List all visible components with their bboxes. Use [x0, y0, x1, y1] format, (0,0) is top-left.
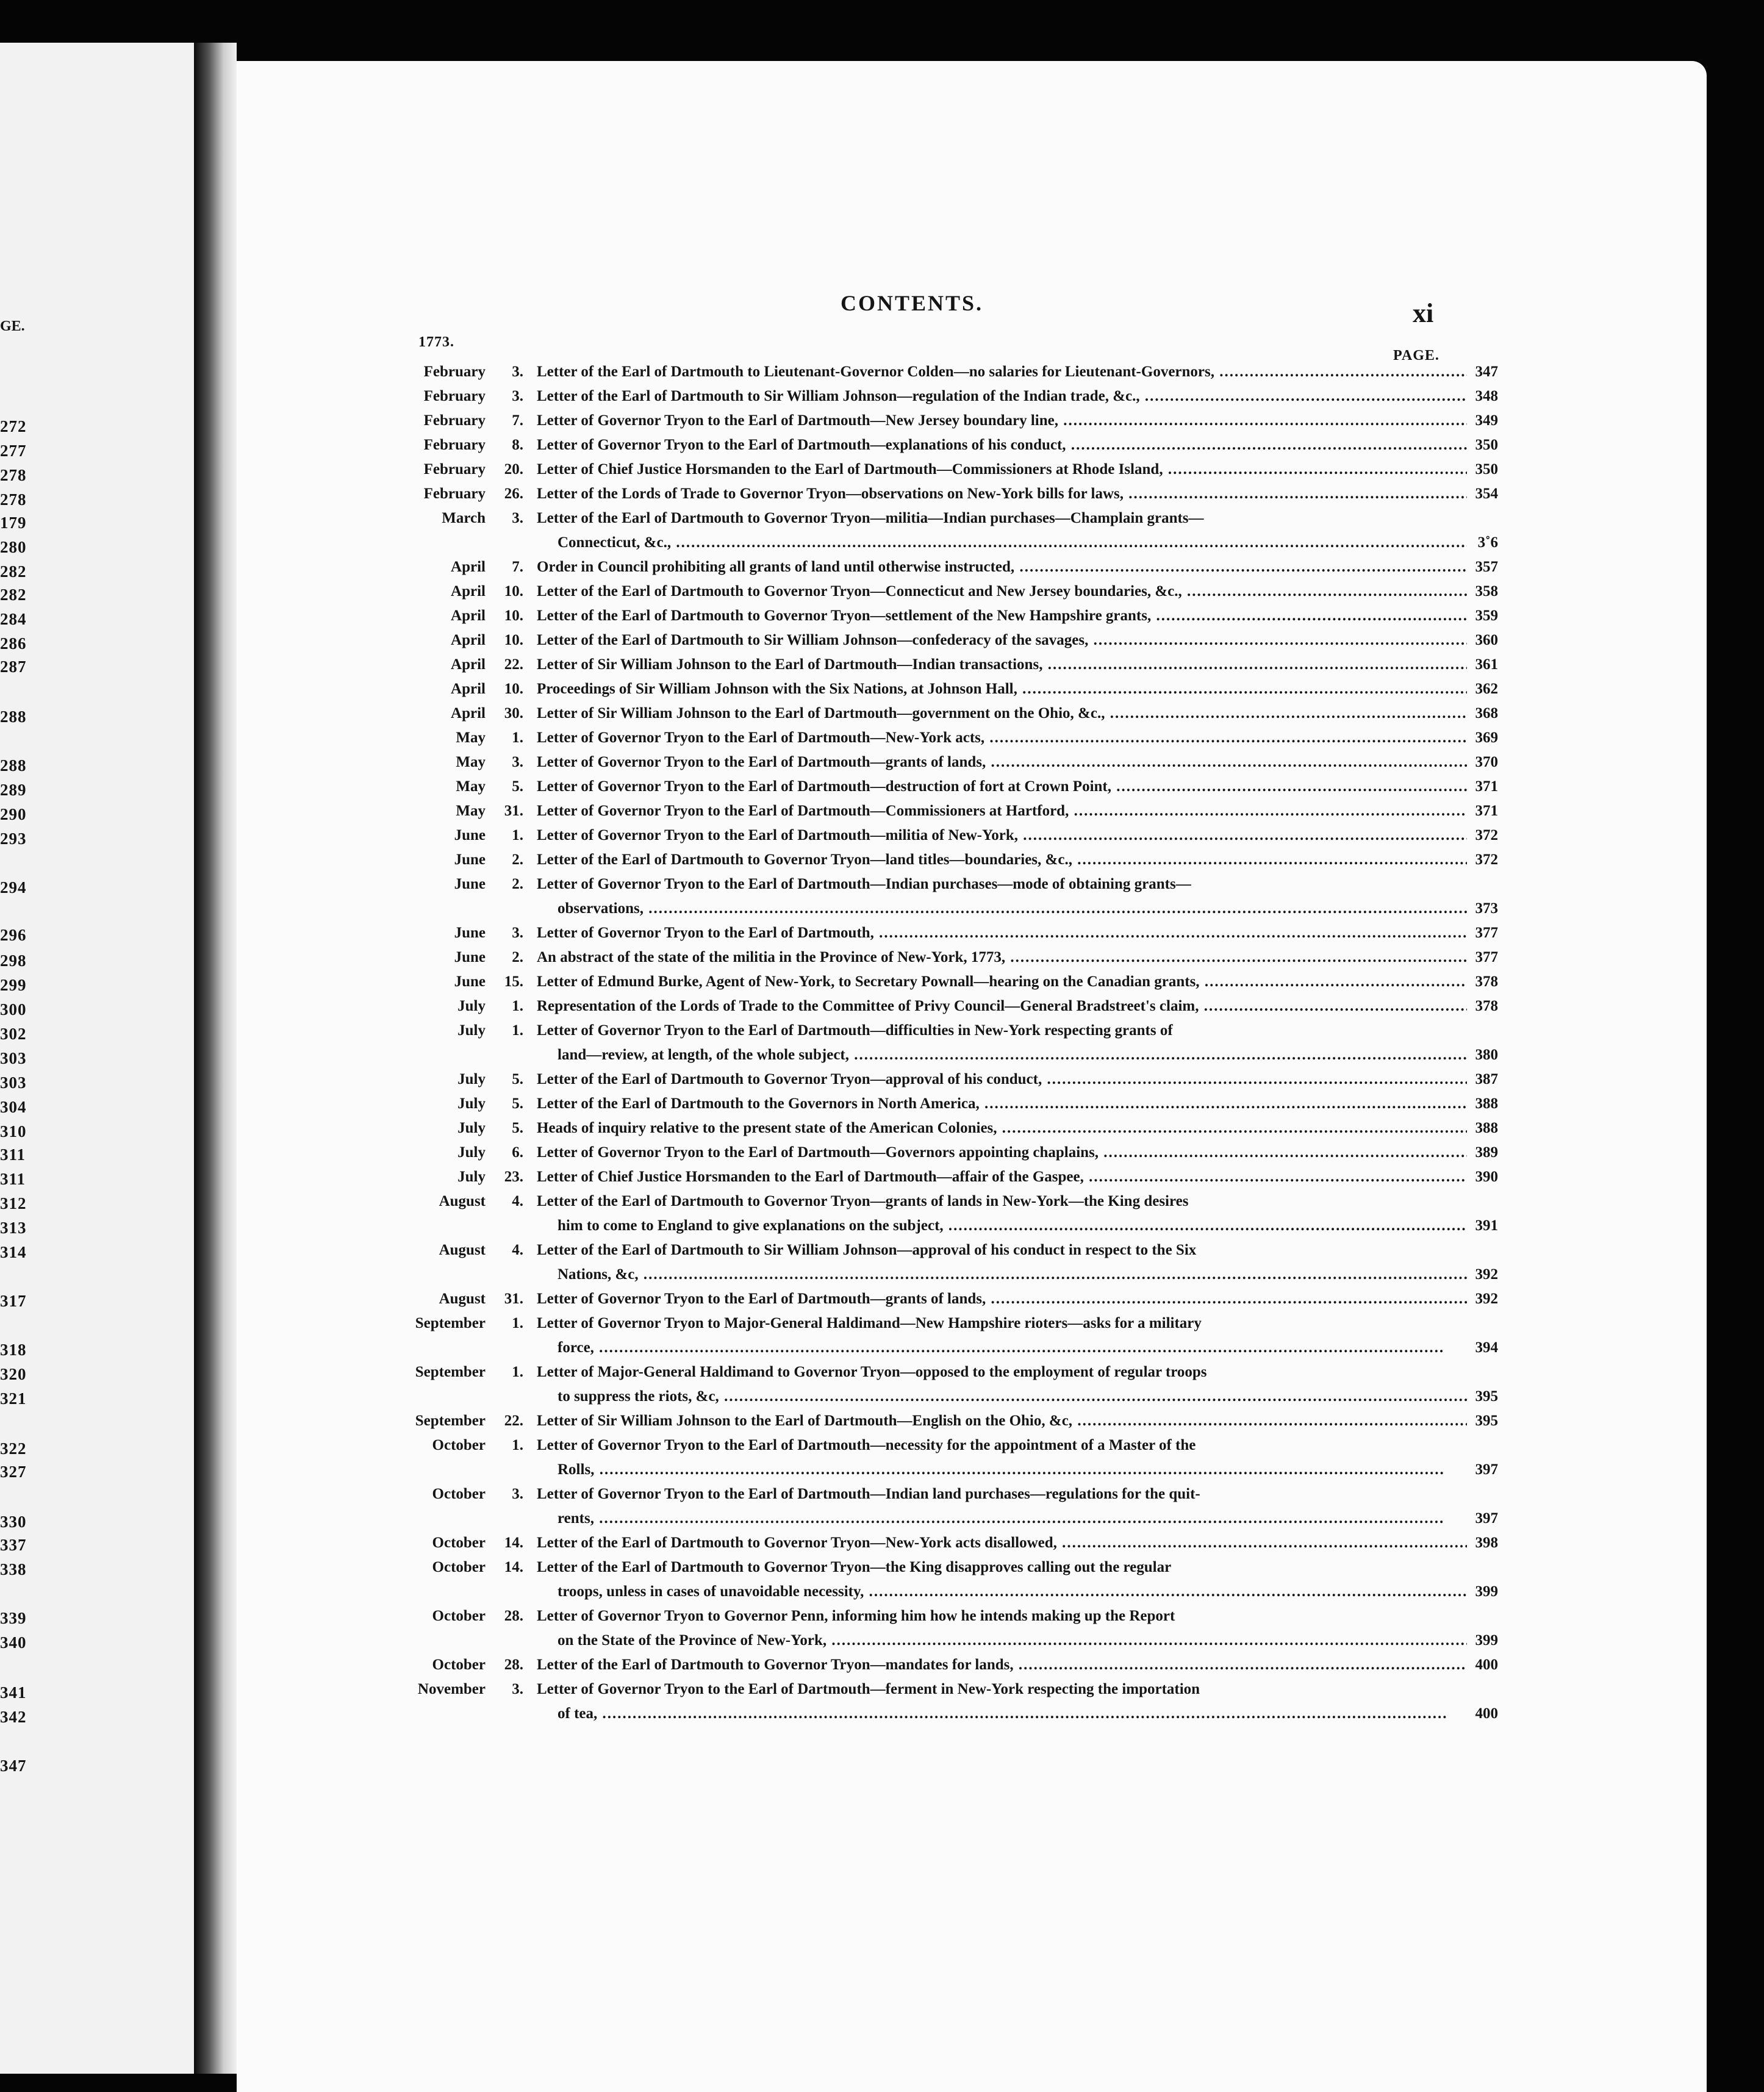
entry-month: February: [423, 485, 486, 502]
left-page-number: 342: [0, 1708, 27, 1726]
entry-day: 5.: [512, 1071, 523, 1087]
contents-entry: [383, 750, 1499, 775]
entry-day: 22.: [504, 1413, 523, 1429]
entry-month: October: [432, 1608, 486, 1624]
entry-page-number: 371: [1475, 778, 1498, 795]
entry-month: September: [415, 1364, 486, 1380]
entry-day: 23.: [504, 1169, 523, 1185]
left-page-number: 278: [0, 466, 27, 484]
entry-month: July: [457, 1169, 486, 1185]
entry-month: October: [432, 1535, 486, 1551]
entry-page-number: 398: [1475, 1535, 1498, 1551]
entry-description: Letter of Governor Tryon to the Earl of Dartmouth—New Jersey boundary line, .....: [537, 409, 1467, 433]
entry-page-number: 390: [1475, 1169, 1498, 1185]
entry-day: 2.: [512, 851, 523, 868]
entry-page-number: 371: [1475, 803, 1498, 819]
entry-day: 1.: [512, 1364, 523, 1380]
entry-day: 28.: [504, 1608, 523, 1624]
entry-month: October: [432, 1437, 486, 1453]
entry-page-number: 391: [1475, 1217, 1498, 1234]
entry-description: Letter of Governor Tryon to the Earl of Dartmouth—difficulties in New-York respecting grants of: [537, 1022, 1173, 1039]
entry-description: Letter of Sir William Johnson to the Earl of Dartmouth—government on the Ohio, &c., .....: [537, 701, 1467, 726]
left-page-number: 296: [0, 926, 27, 944]
entry-day: 3.: [512, 1486, 523, 1502]
contents-entry: [383, 384, 1499, 409]
entry-description: Letter of the Earl of Dartmouth to Governor Tryon—grants of lands in New-York—the King desires: [537, 1193, 1189, 1209]
contents-entry: [383, 1141, 1499, 1165]
entry-description: Letter of the Earl of Dartmouth to Sir William Johnson—approval of his conduct in respect to the Six: [537, 1242, 1197, 1258]
entry-month: May: [456, 803, 486, 819]
entry-page-number: 399: [1475, 1632, 1498, 1649]
left-page-number: 341: [0, 1683, 27, 1702]
left-page-number: 298: [0, 951, 27, 970]
left-page-number: 311: [0, 1145, 26, 1164]
left-page-number: 303: [0, 1049, 27, 1067]
entry-day: 26.: [504, 485, 523, 502]
contents-entry: [383, 677, 1499, 701]
entry-description-continued: Rolls, .....: [558, 1458, 1467, 1482]
entry-page-number: 395: [1475, 1413, 1498, 1429]
entry-page-number: 362: [1475, 681, 1498, 697]
entry-day: 31.: [504, 803, 523, 819]
entry-day: 7.: [512, 559, 523, 575]
page-column-header: PAGE.: [1393, 348, 1440, 364]
contents-entry: [383, 1653, 1499, 1677]
contents-entry: [383, 409, 1499, 433]
entry-description: Letter of the Earl of Dartmouth to Governor Tryon—approval of his conduct, .....: [537, 1067, 1467, 1092]
contents-entry: [383, 1189, 1499, 1238]
entry-description-continued: on the State of the Province of New-York, .....: [558, 1628, 1467, 1653]
entry-day: 1.: [512, 1437, 523, 1453]
entry-day: 20.: [504, 461, 523, 478]
entry-description: Letter of the Earl of Dartmouth to Governor Tryon—land titles—boundaries, &c., .....: [537, 848, 1467, 872]
entry-description: Letter of Governor Tryon to Governor Penn, informing him how he intends making up the Report: [537, 1608, 1175, 1624]
entry-description: Letter of Governor Tryon to the Earl of Dartmouth—militia of New-York, .....: [537, 823, 1467, 848]
entry-page-number: 388: [1475, 1095, 1498, 1112]
entry-month: August: [439, 1242, 486, 1258]
entry-day: 10.: [504, 681, 523, 697]
entry-page-number: 377: [1475, 949, 1498, 965]
left-page-number: 347: [0, 1757, 27, 1775]
entry-page-number: 389: [1475, 1144, 1498, 1161]
entry-description: Letter of the Earl of Dartmouth to Governor Tryon—settlement of the New Hampshire grants, .....: [537, 604, 1467, 628]
entry-month: June: [454, 949, 486, 965]
entry-month: September: [415, 1413, 486, 1429]
entry-day: 2.: [512, 949, 523, 965]
contents-entry: [383, 1531, 1499, 1555]
contents-entry: [383, 1360, 1499, 1409]
entry-description: Letter of Governor Tryon to the Earl of Dartmouth—Governors appointing chaplains, .....: [537, 1141, 1467, 1165]
entry-day: 28.: [504, 1657, 523, 1673]
left-page-number: 313: [0, 1219, 27, 1237]
entry-description-continued: observations, .....: [558, 897, 1467, 921]
entry-month: July: [457, 1120, 486, 1136]
entry-page-number: 3˚6: [1477, 534, 1498, 551]
entry-month: November: [417, 1681, 486, 1697]
left-page-number: 340: [0, 1633, 27, 1652]
left-page-number: 272: [0, 417, 27, 435]
left-page-number: 288: [0, 756, 27, 775]
entry-description-continued: force, .....: [558, 1336, 1467, 1360]
entry-day: 1.: [512, 998, 523, 1014]
contents-entry: [383, 848, 1499, 872]
left-page-number: 288: [0, 707, 27, 726]
entry-page-number: 373: [1475, 900, 1498, 917]
entry-month: June: [454, 925, 486, 941]
entry-day: 5.: [512, 1095, 523, 1112]
entry-description: Letter of Governor Tryon to the Earl of Dartmouth—explanations of his conduct, .....: [537, 433, 1467, 457]
left-page-number: 312: [0, 1194, 27, 1213]
entry-description: Letter of Governor Tryon to the Earl of Dartmouth—New-York acts, .....: [537, 726, 1467, 750]
entry-description: Letter of Governor Tryon to the Earl of Dartmouth—Indian purchases—mode of obtaining grants—: [537, 876, 1191, 892]
entry-description: Letter of the Earl of Dartmouth to the Governors in North America, .....: [537, 1092, 1467, 1116]
entry-month: February: [423, 388, 486, 404]
left-page-number: 304: [0, 1098, 27, 1116]
entry-page-number: 349: [1475, 412, 1498, 429]
contents-entry: [383, 506, 1499, 555]
entry-day: 10.: [504, 607, 523, 624]
entry-page-number: 359: [1475, 607, 1498, 624]
entry-description: Letter of Governor Tryon to the Earl of Dartmouth—necessity for the appointment of a Master of the: [537, 1437, 1196, 1453]
entry-page-number: 369: [1475, 729, 1498, 746]
left-page-number: 289: [0, 781, 27, 799]
entry-day: 30.: [504, 705, 523, 722]
entry-description-continued: troops, unless in cases of unavoidable necessity, .....: [558, 1580, 1467, 1604]
book-gutter: [194, 43, 237, 2074]
entry-page-number: 370: [1475, 754, 1498, 770]
entry-page-number: 354: [1475, 485, 1498, 502]
entry-month: April: [451, 705, 486, 722]
entry-month: May: [456, 754, 486, 770]
contents-entry: [383, 970, 1499, 994]
left-page-header: GE.: [0, 318, 25, 334]
entry-page-number: 388: [1475, 1120, 1498, 1136]
entry-page-number: 380: [1475, 1047, 1498, 1063]
entry-day: 6.: [512, 1144, 523, 1161]
entry-day: 2.: [512, 876, 523, 892]
entry-page-number: 368: [1475, 705, 1498, 722]
contents-entry: [383, 1116, 1499, 1141]
left-facing-page: [0, 43, 194, 2074]
entry-page-number: 392: [1475, 1291, 1498, 1307]
entry-page-number: 361: [1475, 656, 1498, 673]
contents-entry: [383, 579, 1499, 604]
left-page-number: 284: [0, 610, 27, 628]
entry-description-continued: to suppress the riots, &c, .....: [558, 1385, 1467, 1409]
entry-description-continued: rents, .....: [558, 1506, 1467, 1531]
entry-description: Letter of Chief Justice Horsmanden to the Earl of Dartmouth—affair of the Gaspee, .....: [537, 1165, 1467, 1189]
contents-entry: [383, 1067, 1499, 1092]
contents-entry: [383, 1409, 1499, 1433]
entry-description: Letter of Governor Tryon to the Earl of Dartmouth—ferment in New-York respecting the importation: [537, 1681, 1200, 1697]
entry-description: Letter of Major-General Haldimand to Governor Tryon—opposed to the employment of regular troops: [537, 1364, 1207, 1380]
left-page-number: 299: [0, 976, 27, 994]
contents-entry: [383, 1238, 1499, 1287]
entry-day: 3.: [512, 388, 523, 404]
contents-entry: [383, 1092, 1499, 1116]
left-page-number: 280: [0, 538, 27, 556]
entry-month: April: [451, 559, 486, 575]
entry-description: Letter of the Earl of Dartmouth to Lieutenant-Governor Colden—no salaries for Lieutenant-Governors, .....: [537, 360, 1467, 384]
entry-page-number: 387: [1475, 1071, 1498, 1087]
contents-entry: [383, 872, 1499, 921]
entry-description: Letter of Sir William Johnson to the Earl of Dartmouth—English on the Ohio, &c, .....: [537, 1409, 1467, 1433]
entry-page-number: 400: [1475, 1657, 1498, 1673]
contents-entry: [383, 653, 1499, 677]
entry-description-continued: him to come to England to give explanations on the subject, .....: [558, 1214, 1467, 1238]
entry-day: 31.: [504, 1291, 523, 1307]
entry-month: April: [451, 632, 486, 648]
contents-entry: [383, 604, 1499, 628]
entry-description: Letter of Governor Tryon to the Earl of Dartmouth—grants of lands, .....: [537, 750, 1467, 775]
entry-month: July: [457, 1095, 486, 1112]
entry-day: 1.: [512, 1315, 523, 1331]
entry-month: July: [457, 1144, 486, 1161]
contents-entry: [383, 701, 1499, 726]
entry-page-number: 378: [1475, 973, 1498, 990]
left-page-number: 277: [0, 442, 27, 460]
left-page-number: 314: [0, 1243, 27, 1261]
entry-month: June: [454, 827, 486, 844]
entry-description: Order in Council prohibiting all grants of land until otherwise instructed, .....: [537, 555, 1467, 579]
contents-entry: [383, 726, 1499, 750]
contents-entry: [383, 994, 1499, 1019]
year-heading: 1773.: [418, 334, 454, 350]
entry-page-number: 350: [1475, 437, 1498, 453]
left-page-number: 311: [0, 1170, 26, 1188]
left-page-number: 286: [0, 634, 27, 653]
page-number: xi: [1413, 298, 1434, 328]
left-page-number: 282: [0, 586, 27, 604]
left-page-number: 310: [0, 1122, 27, 1141]
contents-entry: [383, 1433, 1499, 1482]
entry-description: Proceedings of Sir William Johnson with the Six Nations, at Johnson Hall, .....: [537, 677, 1467, 701]
entry-page-number: 357: [1475, 559, 1498, 575]
contents-entry: [383, 628, 1499, 653]
contents-entry: [383, 799, 1499, 823]
entry-description: Letter of Governor Tryon to the Earl of Dartmouth—destruction of fort at Crown Point, .....: [537, 775, 1467, 799]
entry-day: 7.: [512, 412, 523, 429]
left-page-number: 293: [0, 829, 27, 848]
entry-page-number: 395: [1475, 1388, 1498, 1405]
entry-month: April: [451, 656, 486, 673]
entry-page-number: 392: [1475, 1266, 1498, 1283]
entry-day: 10.: [504, 583, 523, 600]
entry-page-number: 400: [1475, 1705, 1498, 1722]
contents-list: [383, 360, 1499, 1872]
entry-page-number: 358: [1475, 583, 1498, 600]
contents-entry: [383, 823, 1499, 848]
entry-month: February: [423, 412, 486, 429]
left-page-number: 337: [0, 1536, 27, 1554]
entry-description: Letter of Governor Tryon to the Earl of Dartmouth—grants of lands, .....: [537, 1287, 1467, 1311]
left-page-number: 320: [0, 1365, 27, 1383]
entry-page-number: 348: [1475, 388, 1498, 404]
entry-description: An abstract of the state of the militia in the Province of New-York, 1773, .....: [537, 945, 1467, 970]
entry-day: 14.: [504, 1535, 523, 1551]
entry-day: 3.: [512, 364, 523, 380]
entry-description: Letter of Governor Tryon to the Earl of Dartmouth, .....: [537, 921, 1467, 945]
entry-description-continued: of tea, .....: [558, 1702, 1467, 1726]
left-page-number: 339: [0, 1609, 27, 1627]
left-page-number: 317: [0, 1292, 27, 1310]
entry-description: Letter of the Earl of Dartmouth to Governor Tryon—New-York acts disallowed, .....: [537, 1531, 1467, 1555]
entry-day: 15.: [504, 973, 523, 990]
contents-entry: [383, 1482, 1499, 1531]
entry-month: April: [451, 681, 486, 697]
contents-entry: [383, 775, 1499, 799]
entry-month: July: [457, 1071, 486, 1087]
entry-month: August: [439, 1291, 486, 1307]
entry-day: 22.: [504, 656, 523, 673]
entry-day: 14.: [504, 1559, 523, 1575]
entry-day: 5.: [512, 778, 523, 795]
entry-description: Letter of the Earl of Dartmouth to Governor Tryon—the King disapproves calling out the regular: [537, 1559, 1172, 1575]
entry-month: October: [432, 1486, 486, 1502]
contents-entry: [383, 945, 1499, 970]
left-page-number: 330: [0, 1513, 27, 1531]
entry-description: Letter of the Earl of Dartmouth to Sir William Johnson—regulation of the Indian trade, &c., .....: [537, 384, 1467, 409]
entry-description: Letter of the Earl of Dartmouth to Sir William Johnson—confederacy of the savages, .....: [537, 628, 1467, 653]
entry-description-continued: Connecticut, &c., .....: [558, 531, 1467, 555]
left-page-number: 287: [0, 657, 27, 676]
contents-entry: [383, 1677, 1499, 1726]
page-title: CONTENTS.: [841, 291, 984, 315]
contents-entry: [383, 1019, 1499, 1067]
contents-entry: [383, 482, 1499, 506]
contents-entry: [383, 1287, 1499, 1311]
entry-page-number: 350: [1475, 461, 1498, 478]
entry-description: Letter of Governor Tryon to Major-General Haldimand—New Hampshire rioters—asks for a military: [537, 1315, 1202, 1331]
entry-day: 1.: [512, 827, 523, 844]
contents-page: [237, 61, 1707, 2092]
entry-description: Representation of the Lords of Trade to the Committee of Privy Council—General Bradstreet's claim, .....: [537, 994, 1467, 1019]
contents-entry: [383, 1604, 1499, 1653]
entry-page-number: 394: [1475, 1339, 1498, 1356]
entry-month: October: [432, 1559, 486, 1575]
entry-day: 5.: [512, 1120, 523, 1136]
entry-month: August: [439, 1193, 486, 1209]
entry-month: July: [457, 998, 486, 1014]
entry-description: Letter of Sir William Johnson to the Earl of Dartmouth—Indian transactions, .....: [537, 653, 1467, 677]
entry-day: 1.: [512, 1022, 523, 1039]
entry-page-number: 372: [1475, 851, 1498, 868]
entry-day: 4.: [512, 1242, 523, 1258]
entry-description-continued: Nations, &c, .....: [558, 1263, 1467, 1287]
contents-entry: [383, 457, 1499, 482]
entry-month: July: [457, 1022, 486, 1039]
entry-description: Letter of the Earl of Dartmouth to Governor Tryon—militia—Indian purchases—Champlain grants—: [537, 510, 1204, 526]
left-page-number: 278: [0, 490, 27, 509]
entry-description: Letter of Governor Tryon to the Earl of Dartmouth—Indian land purchases—regulations for the quit-: [537, 1486, 1200, 1502]
entry-day: 3.: [512, 925, 523, 941]
left-page-number: 338: [0, 1560, 27, 1578]
entry-page-number: 399: [1475, 1583, 1498, 1600]
left-page-number: 302: [0, 1025, 27, 1043]
entry-page-number: 372: [1475, 827, 1498, 844]
contents-entry: [383, 555, 1499, 579]
contents-entry: [383, 921, 1499, 945]
entry-month: June: [454, 973, 486, 990]
entry-month: May: [456, 729, 486, 746]
left-page-number: 300: [0, 1000, 27, 1019]
entry-month: February: [423, 437, 486, 453]
entry-page-number: 347: [1475, 364, 1498, 380]
entry-description: Letter of Chief Justice Horsmanden to the Earl of Dartmouth—Commissioners at Rhode Island, .....: [537, 457, 1467, 482]
entry-month: February: [423, 461, 486, 478]
entry-month: June: [454, 876, 486, 892]
entry-day: 10.: [504, 632, 523, 648]
entry-page-number: 360: [1475, 632, 1498, 648]
left-page-number: 282: [0, 562, 27, 581]
contents-entry: [383, 1165, 1499, 1189]
entry-month: September: [415, 1315, 486, 1331]
left-page-number: 327: [0, 1463, 27, 1481]
entry-description: Letter of the Lords of Trade to Governor Tryon—observations on New-York bills for laws, .....: [537, 482, 1467, 506]
entry-month: April: [451, 607, 486, 624]
entry-month: May: [456, 778, 486, 795]
entry-day: 3.: [512, 1681, 523, 1697]
entry-description-continued: land—review, at length, of the whole subject, .....: [558, 1043, 1467, 1067]
entry-day: 3.: [512, 510, 523, 526]
entry-page-number: 378: [1475, 998, 1498, 1014]
entry-description: Letter of Edmund Burke, Agent of New-York, to Secretary Pownall—hearing on the Canadian grants, .....: [537, 970, 1467, 994]
entry-month: October: [432, 1657, 486, 1673]
entry-page-number: 397: [1475, 1461, 1498, 1478]
left-page-number: 179: [0, 514, 27, 532]
entry-day: 1.: [512, 729, 523, 746]
left-page-number: 321: [0, 1389, 27, 1408]
left-page-number: 303: [0, 1073, 27, 1092]
entry-month: April: [451, 583, 486, 600]
entry-page-number: 397: [1475, 1510, 1498, 1527]
left-page-number: 290: [0, 805, 27, 823]
entry-description: Letter of the Earl of Dartmouth to Governor Tryon—Connecticut and New Jersey boundaries, &c., .....: [537, 579, 1467, 604]
entry-page-number: 377: [1475, 925, 1498, 941]
left-page-number: 322: [0, 1439, 27, 1458]
entry-description: Letter of the Earl of Dartmouth to Governor Tryon—mandates for lands, .....: [537, 1653, 1467, 1677]
entry-month: March: [442, 510, 486, 526]
contents-entry: [383, 360, 1499, 384]
entry-month: June: [454, 851, 486, 868]
contents-entry: [383, 1555, 1499, 1604]
entry-day: 8.: [512, 437, 523, 453]
entry-day: 3.: [512, 754, 523, 770]
entry-day: 4.: [512, 1193, 523, 1209]
contents-entry: [383, 1311, 1499, 1360]
left-page-number: 294: [0, 878, 27, 897]
entry-description: Heads of inquiry relative to the present state of the American Colonies, .....: [537, 1116, 1467, 1141]
entry-month: February: [423, 364, 486, 380]
left-page-number: 318: [0, 1341, 27, 1359]
entry-description: Letter of Governor Tryon to the Earl of Dartmouth—Commissioners at Hartford, .....: [537, 799, 1467, 823]
contents-entry: [383, 433, 1499, 457]
